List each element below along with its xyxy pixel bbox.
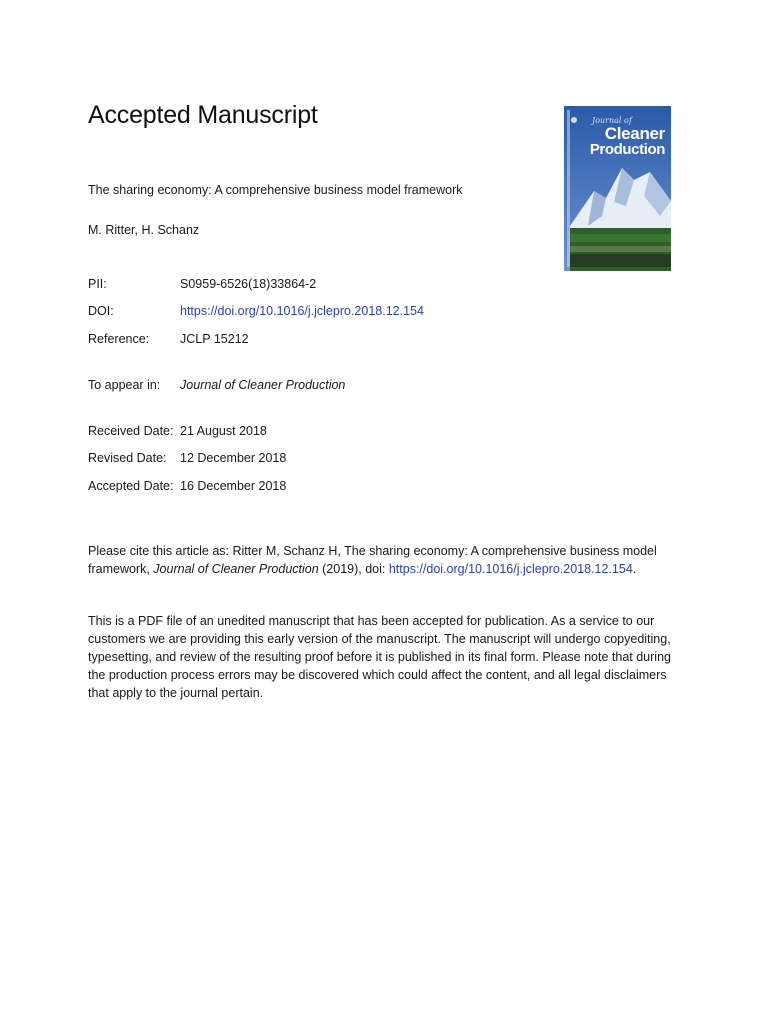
cover-title-line1: Cleaner xyxy=(604,124,665,143)
reference-value: JCLP 15212 xyxy=(180,332,249,346)
disclaimer-paragraph: This is a PDF file of an unedited manuscript that has been accepted for publication. As a service to our customers we are providing this early version of the manuscript. The manuscript will undergo copyediting, typesetting, and review of the resulting proof before it is published in its final form. Please note that during the production process errors may be discovered which could affect the content, and all legal disclaimers that apply to the journal pertain. xyxy=(88,614,671,700)
meta-row-accepted xyxy=(88,479,286,493)
received-value: 21 August 2018 xyxy=(180,424,267,438)
cover-journal-of: Journal of xyxy=(592,116,632,125)
meta-row-doi xyxy=(88,304,424,318)
pii-value: S0959-6526(18)33864-2 xyxy=(180,277,317,291)
article-title: The sharing economy: A comprehensive business model framework xyxy=(88,183,463,197)
revised-label: Revised Date: xyxy=(88,451,167,465)
citation-prefix: Please cite this article as: Ritter M, Schanz H, The sharing economy: A comprehensive business model framework, xyxy=(88,544,657,576)
reference-label: Reference: xyxy=(88,332,150,346)
meta-row-appear xyxy=(88,378,345,392)
citation-journal: Journal of Cleaner Production xyxy=(153,562,319,576)
cover-title-line2: Production xyxy=(589,141,665,158)
appear-value: Journal of Cleaner Production xyxy=(180,378,346,392)
citation-middle: (2019), doi: xyxy=(318,562,389,576)
article-authors: M. Ritter, H. Schanz xyxy=(88,223,200,237)
meta-row-received xyxy=(88,424,267,438)
meta-row-reference xyxy=(88,332,249,346)
meta-row-revised xyxy=(88,451,286,465)
received-label: Received Date: xyxy=(88,424,174,438)
citation-paragraph xyxy=(88,542,673,578)
doi-link[interactable]: https://doi.org/10.1016/j.jclepro.2018.12.154 xyxy=(180,304,424,318)
pii-label: PII: xyxy=(88,277,107,291)
accepted-value: 16 December 2018 xyxy=(180,479,287,493)
citation-suffix: . xyxy=(632,562,637,576)
accepted-label: Accepted Date: xyxy=(88,479,174,493)
citation-doi-link[interactable]: https://doi.org/10.1016/j.jclepro.2018.12.154 xyxy=(388,562,633,576)
appear-label: To appear in: xyxy=(88,378,161,392)
doi-label: DOI: xyxy=(88,304,114,318)
journal-cover-image xyxy=(564,106,671,271)
page-title: Accepted Manuscript xyxy=(88,101,318,129)
meta-row-pii xyxy=(88,277,316,291)
revised-value: 12 December 2018 xyxy=(180,451,287,465)
